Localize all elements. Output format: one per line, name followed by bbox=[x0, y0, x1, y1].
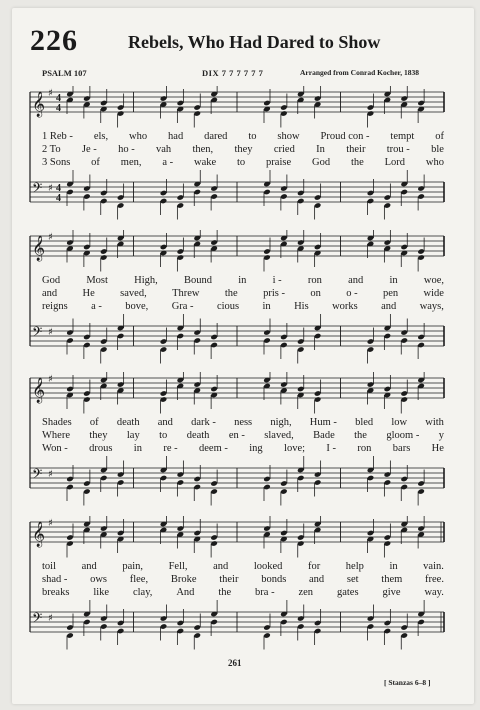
lyric-line bbox=[42, 288, 444, 299]
hymn-title: Rebels, Who Had Dared to Show bbox=[128, 32, 381, 52]
lyric-syllable: men, bbox=[120, 157, 142, 168]
lyric-syllable: ron bbox=[357, 443, 372, 454]
lyric-syllable: on bbox=[310, 288, 321, 299]
lyric-syllable: flee, bbox=[129, 574, 149, 585]
lyric-syllable: in bbox=[238, 275, 247, 286]
lyric-syllable: ron bbox=[307, 275, 322, 286]
sharp-icon: ♯ bbox=[48, 183, 53, 194]
lyric-syllable: Gra - bbox=[171, 301, 194, 312]
hymn-page bbox=[12, 8, 474, 704]
lyric-syllable: the bbox=[224, 288, 238, 299]
lyric-syllable: like bbox=[93, 587, 110, 598]
lyric-syllable: and bbox=[381, 301, 397, 312]
lyric-syllable: death bbox=[186, 430, 210, 441]
lyric-syllable: Bound bbox=[183, 275, 212, 286]
lyric-syllable: the bbox=[350, 157, 364, 168]
lyric-syllable: Fell, bbox=[168, 561, 188, 572]
lyric-syllable: pris - bbox=[263, 288, 285, 299]
lyric-syllable: Lord bbox=[384, 157, 406, 168]
lyric-syllable: ways, bbox=[419, 301, 444, 312]
treble-clef-icon: 𝄞 bbox=[32, 92, 46, 117]
lyric-syllable: els, bbox=[93, 131, 109, 142]
lyric-syllable: they bbox=[234, 144, 253, 155]
bass-clef-icon: 𝄢 bbox=[32, 466, 43, 485]
lyric-syllable: Shades bbox=[42, 417, 72, 428]
tune-name: DIX 7 7 7 7 7 7 bbox=[202, 68, 264, 78]
lyric-syllable: bra - bbox=[255, 587, 275, 598]
lyric-syllable: and bbox=[309, 574, 325, 585]
lyric-line bbox=[42, 587, 444, 598]
lyric-syllable: 1 Reb - bbox=[42, 131, 73, 142]
lyric-syllable: ness bbox=[234, 417, 253, 428]
lyric-syllable: shad - bbox=[42, 574, 68, 585]
lyric-syllable: wide bbox=[423, 288, 444, 299]
lyric-line bbox=[42, 131, 444, 142]
lyric-syllable: vah bbox=[156, 144, 172, 155]
lyric-syllable: and bbox=[213, 561, 229, 572]
lyric-line bbox=[42, 443, 444, 454]
lyric-line bbox=[42, 301, 444, 312]
lyric-syllable: cious bbox=[216, 301, 240, 312]
treble-clef-icon: 𝄞 bbox=[32, 522, 46, 547]
lyric-syllable: a - bbox=[91, 301, 102, 312]
lyric-syllable: help bbox=[345, 561, 364, 572]
lyric-syllable: Won - bbox=[42, 443, 68, 454]
lyric-syllable: with bbox=[425, 417, 444, 428]
lyric-syllable: High, bbox=[134, 275, 158, 286]
psalm-reference: PSALM 107 bbox=[42, 68, 87, 78]
lyric-line bbox=[42, 417, 444, 428]
lyric-line bbox=[42, 157, 444, 168]
lyric-syllable: wake bbox=[194, 157, 217, 168]
page-number: 261 bbox=[228, 658, 242, 668]
lyric-line bbox=[42, 430, 444, 441]
lyric-syllable: vain. bbox=[423, 561, 444, 572]
lyric-syllable: dark - bbox=[191, 417, 216, 428]
lyric-syllable: ing bbox=[249, 443, 263, 454]
lyric-syllable: way. bbox=[424, 587, 444, 598]
lyric-syllable: had bbox=[168, 131, 184, 142]
lyric-syllable: zen bbox=[298, 587, 314, 598]
lyric-syllable: who bbox=[425, 157, 444, 168]
lyric-syllable: a - bbox=[162, 157, 174, 168]
lyric-syllable: He bbox=[82, 288, 95, 299]
sharp-icon: ♯ bbox=[48, 327, 53, 338]
lyric-syllable: and bbox=[348, 275, 364, 286]
lyric-syllable: bonds bbox=[261, 574, 287, 585]
sharp-icon: ♯ bbox=[48, 469, 53, 480]
lyric-syllable: dared bbox=[204, 131, 228, 142]
sharp-icon: ♯ bbox=[48, 613, 53, 624]
lyric-syllable: God bbox=[42, 275, 61, 286]
lyric-syllable: the bbox=[354, 430, 367, 441]
lyric-syllable: y bbox=[438, 430, 444, 441]
lyric-syllable: ows bbox=[90, 574, 108, 585]
lyric-syllable: and bbox=[81, 561, 97, 572]
lyric-syllable: for bbox=[307, 561, 321, 572]
lyric-syllable: free. bbox=[425, 574, 444, 585]
hymn-number: 226 bbox=[30, 24, 78, 57]
lyric-syllable: lay bbox=[126, 430, 140, 441]
bass-clef-icon: 𝄢 bbox=[32, 180, 43, 199]
treble-clef-icon: 𝄞 bbox=[32, 236, 46, 261]
svg-text:4: 4 bbox=[56, 93, 61, 104]
lyric-syllable: then, bbox=[192, 144, 214, 155]
lyric-syllable: Most bbox=[86, 275, 108, 286]
lyric-syllable: saved, bbox=[120, 288, 147, 299]
lyric-syllable: cried bbox=[273, 144, 295, 155]
lyric-syllable: Where bbox=[42, 430, 70, 441]
lyric-syllable: works bbox=[332, 301, 358, 312]
lyric-syllable: 3 Sons bbox=[42, 157, 71, 168]
lyric-syllable: bars bbox=[392, 443, 411, 454]
sharp-icon: ♯ bbox=[48, 518, 53, 529]
lyric-syllable: gloom - bbox=[386, 430, 420, 441]
lyric-syllable: Proud con - bbox=[320, 131, 370, 142]
lyric-syllable: ho - bbox=[118, 144, 135, 155]
lyric-syllable: His bbox=[294, 301, 309, 312]
lyric-syllable: gates bbox=[336, 587, 359, 598]
lyric-syllable: i - bbox=[272, 275, 282, 286]
lyric-syllable: their bbox=[219, 574, 239, 585]
lyric-syllable: in bbox=[262, 301, 271, 312]
sharp-icon: ♯ bbox=[48, 232, 53, 243]
lyric-syllable: show bbox=[277, 131, 300, 142]
lyric-syllable: God bbox=[311, 157, 331, 168]
svg-text:4: 4 bbox=[56, 193, 61, 204]
bass-clef-icon: 𝄢 bbox=[32, 324, 43, 343]
lyric-syllable: reigns bbox=[42, 301, 68, 312]
lyric-syllable: Threw bbox=[172, 288, 200, 299]
lyric-syllable: He bbox=[431, 443, 444, 454]
lyric-syllable: deem - bbox=[199, 443, 228, 454]
lyric-syllable: looked bbox=[253, 561, 283, 572]
lyric-syllable: o - bbox=[346, 288, 358, 299]
lyric-syllable: them bbox=[381, 574, 403, 585]
lyric-syllable: to bbox=[237, 157, 246, 168]
sharp-icon: ♯ bbox=[48, 374, 53, 385]
lyric-line bbox=[42, 144, 444, 155]
lyric-line bbox=[42, 275, 444, 286]
lyric-syllable: death bbox=[116, 417, 140, 428]
treble-clef-icon: 𝄞 bbox=[32, 378, 46, 403]
lyric-syllable: they bbox=[89, 430, 108, 441]
sharp-icon: ♯ bbox=[48, 88, 53, 99]
lyric-syllable: toil bbox=[42, 561, 57, 572]
lyric-syllable: And bbox=[176, 587, 195, 598]
lyric-syllable: their bbox=[346, 144, 366, 155]
lyric-syllable: breaks bbox=[42, 587, 70, 598]
arrangement-credit: Arranged from Conrad Kocher, 1838 bbox=[300, 68, 419, 77]
lyric-syllable: Je - bbox=[81, 144, 97, 155]
lyric-syllable: re - bbox=[163, 443, 178, 454]
lyric-syllable: love; bbox=[284, 443, 306, 454]
bass-clef-icon: 𝄢 bbox=[32, 610, 43, 629]
lyric-syllable: low bbox=[391, 417, 408, 428]
lyric-syllable: Bade bbox=[313, 430, 335, 441]
svg-text:4: 4 bbox=[56, 103, 61, 114]
lyric-syllable: clay, bbox=[132, 587, 153, 598]
svg-text:4: 4 bbox=[56, 183, 61, 194]
lyric-line bbox=[42, 574, 444, 585]
lyric-syllable: and bbox=[42, 288, 58, 299]
lyric-syllable: 2 To bbox=[42, 144, 61, 155]
lyric-syllable: ble bbox=[431, 144, 444, 155]
lyric-syllable: give bbox=[382, 587, 401, 598]
lyric-syllable: of bbox=[435, 131, 444, 142]
lyric-syllable: to bbox=[159, 430, 168, 441]
lyric-syllable: tempt bbox=[390, 131, 415, 142]
lyric-syllable: in bbox=[133, 443, 142, 454]
lyric-line bbox=[42, 561, 444, 572]
lyric-syllable: trou - bbox=[386, 144, 410, 155]
lyric-syllable: Broke bbox=[170, 574, 197, 585]
lyric-syllable: pen bbox=[382, 288, 399, 299]
lyric-syllable: bled bbox=[355, 417, 374, 428]
lyric-syllable: and bbox=[157, 417, 173, 428]
lyric-syllable: slaved, bbox=[264, 430, 294, 441]
stanzas-note: [ Stanzas 6–8 ] bbox=[384, 678, 431, 687]
lyric-syllable: of bbox=[91, 157, 100, 168]
lyric-syllable: In bbox=[316, 144, 325, 155]
lyric-syllable: to bbox=[248, 131, 257, 142]
lyric-syllable: woe, bbox=[423, 275, 444, 286]
lyric-syllable: praise bbox=[266, 157, 292, 168]
lyric-syllable: in bbox=[389, 561, 398, 572]
lyric-syllable: en - bbox=[228, 430, 245, 441]
lyric-syllable: bove, bbox=[125, 301, 149, 312]
lyric-syllable: pain, bbox=[122, 561, 144, 572]
lyric-syllable: of bbox=[89, 417, 99, 428]
lyric-syllable: drous bbox=[89, 443, 113, 454]
lyric-syllable: I - bbox=[326, 443, 337, 454]
lyric-syllable: set bbox=[346, 574, 359, 585]
lyric-syllable: Hum - bbox=[309, 417, 337, 428]
lyric-syllable: nigh, bbox=[270, 417, 292, 428]
lyric-syllable: the bbox=[218, 587, 232, 598]
lyric-syllable: who bbox=[129, 131, 148, 142]
lyric-syllable: in bbox=[389, 275, 398, 286]
